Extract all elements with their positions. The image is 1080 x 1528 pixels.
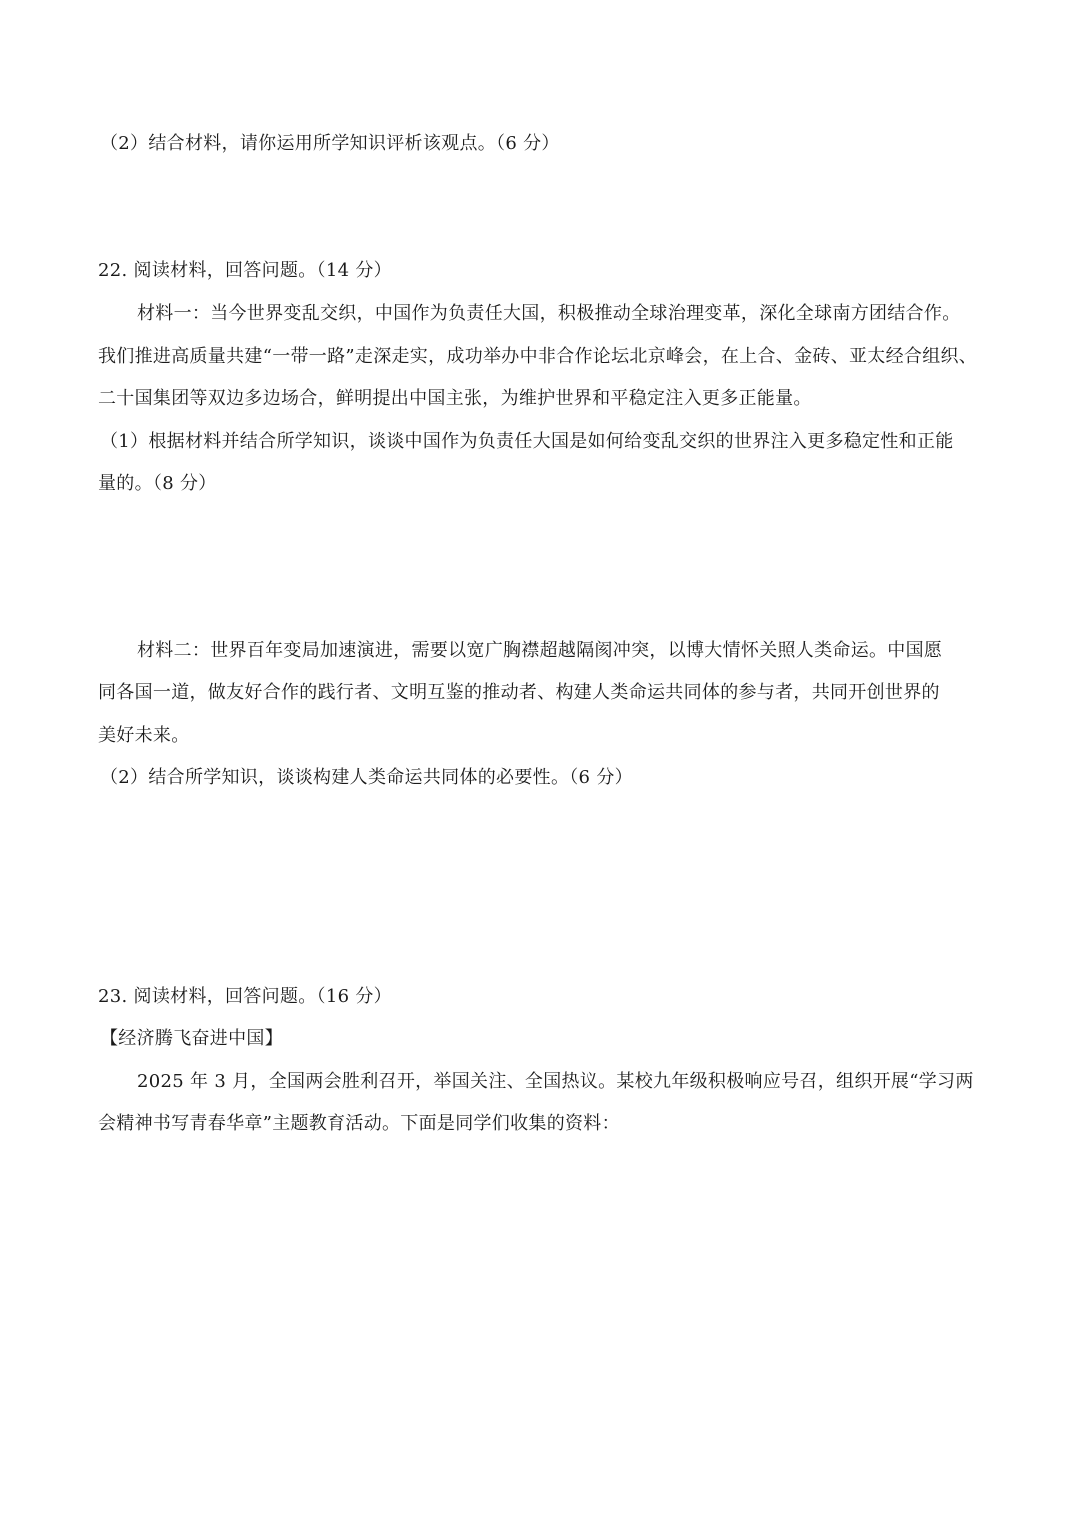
q21-part2-question: （2）结合材料，请你运用所学知识评析该观点。（6 分） (100, 133, 560, 154)
material2-line: 美好未来。 (98, 725, 190, 746)
intro-line: 2025 年 3 月，全国两会胜利召开，举国关注、全国热议。某校九年级积极响应号召，组织开展“学习两 (137, 1071, 974, 1092)
material1-line: 材料一：当今世界变乱交织，中国作为负责任大国，积极推动全球治理变革，深化全球南方团结合作。 (137, 303, 961, 324)
q23-heading: 23. 阅读材料，回答问题。（16 分） (98, 986, 392, 1007)
material2-line: 材料二：世界百年变局加速演进，需要以宽广胸襟超越隔阂冲突，以博大情怀关照人类命运。中国愿 (137, 640, 943, 661)
part1-line: （1）根据材料并结合所学知识，谈谈中国作为负责任大国是如何给变乱交织的世界注入更多稳定性和正能 (100, 431, 954, 452)
intro-line: 会精神书写青春华章”主题教育活动。下面是同学们收集的资料： (98, 1113, 620, 1134)
part1-line: 量的。（8 分） (98, 473, 217, 494)
material1-line: 我们推进高质量共建“一带一路”走深走实，成功举办中非合作论坛北京峰会，在上合、金砖、亚太经合组织、 (98, 346, 978, 367)
material1-line: 二十国集团等双边多边场合，鲜明提出中国主张，为维护世界和平稳定注入更多正能量。 (98, 388, 812, 409)
q22-part2-question: （2）结合所学知识，谈谈构建人类命运共同体的必要性。（6 分） (100, 767, 633, 788)
q23-section-title: 【经济腾飞奋进中国】 (100, 1028, 283, 1049)
material2-line: 同各国一道，做友好合作的践行者、文明互鉴的推动者、构建人类命运共同体的参与者，共同开创世界的 (98, 682, 940, 703)
q22-heading: 22. 阅读材料，回答问题。（14 分） (98, 260, 392, 281)
